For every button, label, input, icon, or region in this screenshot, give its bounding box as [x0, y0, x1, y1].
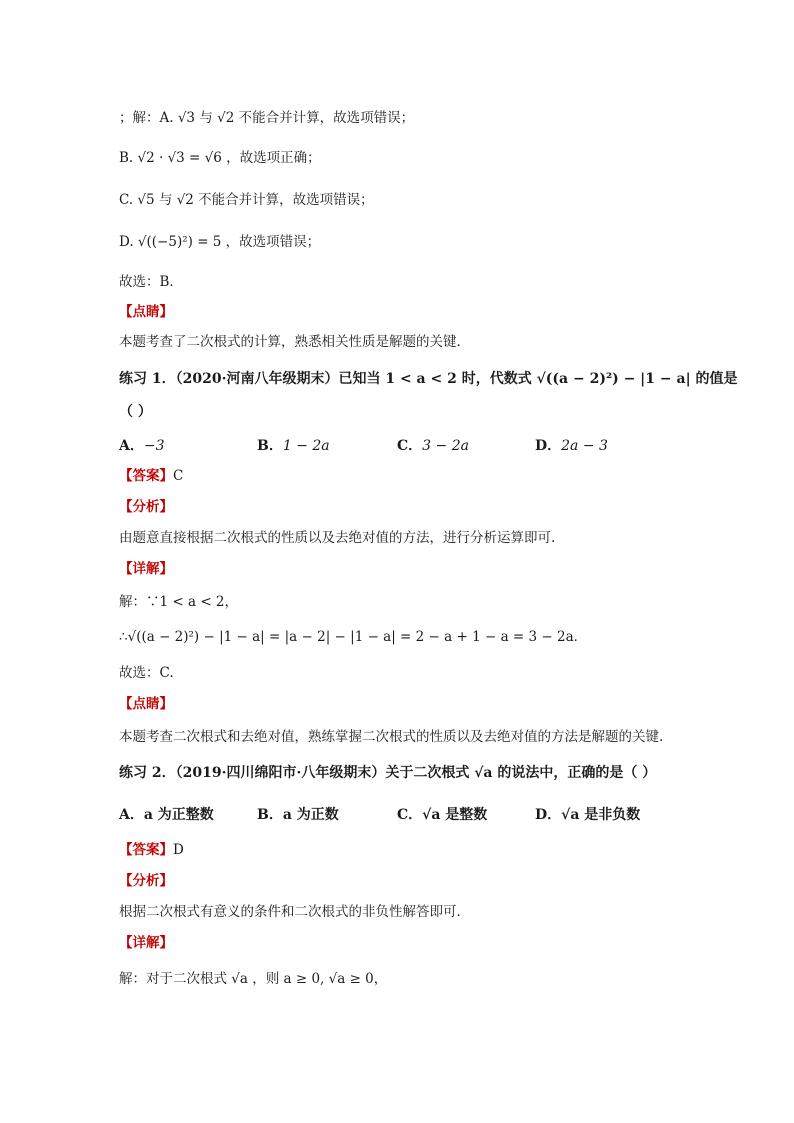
exercise-1-question: 练习 1．（2020·河南八年级期末）已知当 1 < a < 2 时，代数式 √((a − 2)²) − |1 − a| 的值是: [119, 371, 738, 387]
exercise-2-option-d: D．√a 是非负数: [535, 807, 641, 823]
exercise-2-option-b: B．a 为正数: [257, 807, 339, 823]
answer-1: 【答案】C: [119, 468, 184, 484]
section-tag-fenxi-2: 【分析】: [119, 873, 173, 889]
exercise-1-option-d: D．2a − 3: [535, 438, 608, 454]
section-tag-dianjing-2: 【点睛】: [119, 696, 173, 712]
section-tag-dianjing: 【点睛】: [119, 304, 173, 320]
solution-line-c: C. √5 与 √2 不能合并计算，故选项错误；: [119, 192, 374, 208]
exercise-1-option-b: B．1 − 2a: [257, 438, 330, 454]
solution-line-b: B. √2 · √3 = √6 ，故选项正确；: [119, 150, 321, 166]
dianjing-text: 本题考查了二次根式的计算，熟悉相关性质是解题的关键．: [119, 334, 470, 350]
section-tag-xiangjie-2: 【详解】: [119, 935, 173, 951]
dianjing-2-text: 本题考查二次根式和去绝对值，熟练掌握二次根式的性质以及去绝对值的方法是解题的关键.: [119, 729, 664, 745]
answer-2: 【答案】D: [119, 842, 184, 858]
solution-choice: 故选：B．: [119, 274, 183, 290]
exercise-2-option-a: A．a 为正整数: [119, 807, 214, 823]
fenxi-1-text: 由题意直接根据二次根式的性质以及去绝对值的方法，进行分析运算即可.: [119, 530, 556, 546]
section-tag-xiangjie: 【详解】: [119, 561, 173, 577]
exercise-2-question: 练习 2．（2019·四川绵阳市·八年级期末）关于二次根式 √a 的说法中，正确的是（ ）: [119, 765, 657, 781]
fenxi-2-text: 根据二次根式有意义的条件和二次根式的非负性解答即可．: [119, 904, 470, 920]
section-tag-fenxi: 【分析】: [119, 499, 173, 515]
exercise-1-option-c: C．3 − 2a: [397, 438, 469, 454]
solution-line-d: D. √((−5)²) = 5 ，故选项错误；: [119, 234, 321, 250]
xiangjie-1-line-c: 故选：C.: [119, 665, 174, 681]
solution-line-a: ；解：A. √3 与 √2 不能合并计算，故选项错误；: [119, 110, 415, 126]
xiangjie-1-line-a: 解：∵1 < a < 2，: [119, 594, 239, 610]
xiangjie-1-line-b: ∴√((a − 2)²) − |1 − a| = |a − 2| − |1 − a| = 2 − a + 1 − a = 3 − 2a．: [119, 629, 588, 645]
xiangjie-2-line-a: 解：对于二次根式 √a ，则 a ≥ 0, √a ≥ 0，: [119, 971, 388, 987]
exercise-1-option-a: A．−3: [119, 438, 165, 454]
exercise-1-paren: （ ）: [119, 404, 152, 420]
exercise-2-option-c: C．√a 是整数: [397, 807, 488, 823]
